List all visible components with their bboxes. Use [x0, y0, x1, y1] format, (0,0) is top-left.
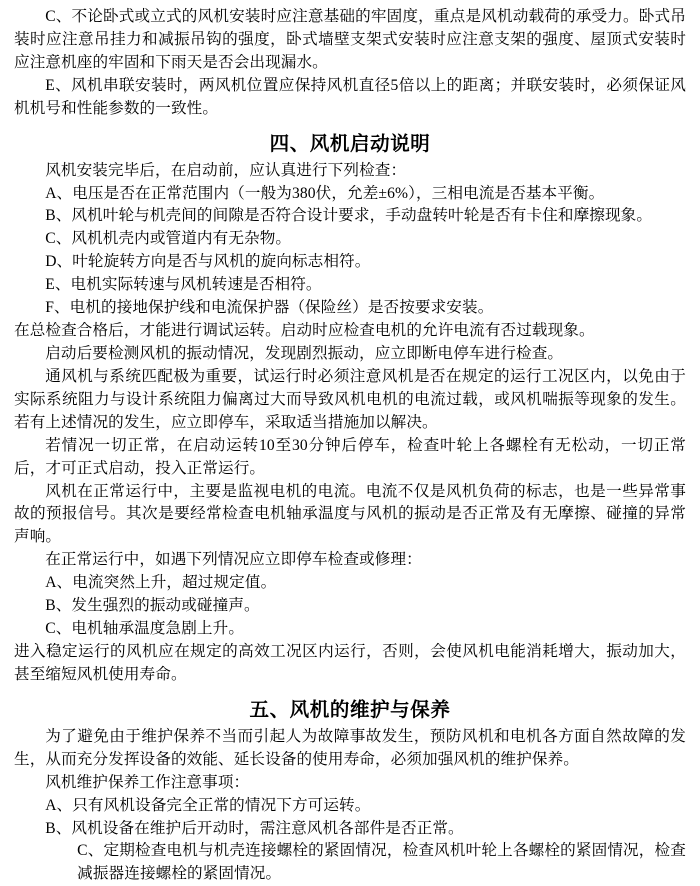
paragraph-stable-operation: 进入稳定运行的风机应在规定的高效工况区内运行，否则，会使风机电能消耗增大，振动加大，甚至缩短风机使用寿命。 [14, 642, 686, 683]
list-item-maint-a: A、只有风机设备完全正常的情况下方可运转。 [45, 796, 371, 814]
paragraph-normal-start: 若情况一切正常，在启动运转10至30分钟后停车，检查叶轮上各螺栓有无松动，一切正常后，才可正式启动，投入正常运行。 [14, 436, 686, 477]
paragraph-after-check: 在总检查合格后，才能进行调试运转。启动时应检查电机的允许电流有否过载现象。 [14, 322, 595, 340]
list-item-check-c: C、风机机壳内或管道内有无杂物。 [45, 230, 292, 248]
paragraph-stop-conditions-intro: 在正常运行中，如遇下列情况应立即停车检查或修理： [45, 551, 422, 569]
list-item-check-d: D、叶轮旋转方向是否与风机的旋向标志相符。 [45, 253, 371, 271]
section-heading-five: 五、风机的维护与保养 [249, 699, 451, 721]
list-item-stop-a: A、电流突然上升，超过规定值。 [45, 574, 277, 592]
list-item-check-e: E、电机实际转速与风机转速是否相符。 [45, 276, 322, 294]
list-item-stop-b: B、发生强烈的振动或碰撞声。 [45, 597, 260, 615]
paragraph-current-monitoring: 风机在正常运行中，主要是监视电机的电流。电流不仅是风机负荷的标志，也是一些异常事故的预报信号。其次是要经常检查电机轴承温度与风机的振动是否正常及有无摩擦、碰撞的异常声响。 [14, 482, 686, 546]
paragraph-system-matching: 通风机与系统匹配极为重要，试运行时必须注意风机是否在规定的运行工况区内，以免由于实际系统阻力与设计系统阻力偏离过大而导致风机电机的电流过载，或风机喘振等现象的发生。若有上述情况的发生，应立即停车，采取适当措施加以解决。 [14, 367, 686, 431]
list-item-check-f: F、电机的接地保护线和电流保护器（保险丝）是否按要求安装。 [45, 299, 494, 317]
paragraph-vibration-check: 启动后要检测风机的振动情况，发现剧烈振动，应立即断电停车进行检查。 [45, 344, 564, 362]
list-item-maint-c: C、定期检查电机与机壳连接螺栓的紧固情况，检查风机叶轮上各螺栓的紧固情况，检查减振器连接螺栓的紧固情况。 [77, 842, 686, 883]
paragraph-maintenance-intro: 为了避免由于维护保养不当而引起人为故障事故发生，预防风机和电机各方面自然故障的发生，从而充分发挥设备的效能、延长设备的使用寿命，必须加强风机的维护保养。 [14, 727, 686, 768]
list-item-check-a: A、电压是否在正常范围内（一般为380伏，允差±6%），三相电流是否基本平衡。 [45, 184, 605, 202]
paragraph-maintenance-notes-intro: 风机维护保养工作注意事项： [45, 773, 250, 791]
list-item-maint-b: B、风机设备在维护后开动时，需注意风机各部件是否正常。 [45, 819, 464, 837]
section-heading-four: 四、风机启动说明 [269, 133, 431, 155]
paragraph-install-e: E、风机串联安装时，两风机位置应保持风机直径5倍以上的距离；并联安装时，必须保证风机机号和性能参数的一致性。 [14, 76, 686, 117]
paragraph-check-intro: 风机安装完毕后，在启动前，应认真进行下列检查： [45, 161, 407, 179]
paragraph-install-c: C、不论卧式或立式的风机安装时应注意基础的牢固度，重点是风机动载荷的承受力。卧式吊装时应注意吊挂力和减振吊钩的强度，卧式墙壁支架式安装时应注意支架的强度、屋顶式安装时应注意机座的牢固和下雨天是否会出现漏水。 [14, 8, 686, 71]
list-item-stop-c: C、电机轴承温度急剧上升。 [45, 620, 245, 638]
list-item-check-b: B、风机叶轮与机壳间的间隙是否符合设计要求，手动盘转叶轮是否有卡住和摩擦现象。 [45, 207, 653, 225]
